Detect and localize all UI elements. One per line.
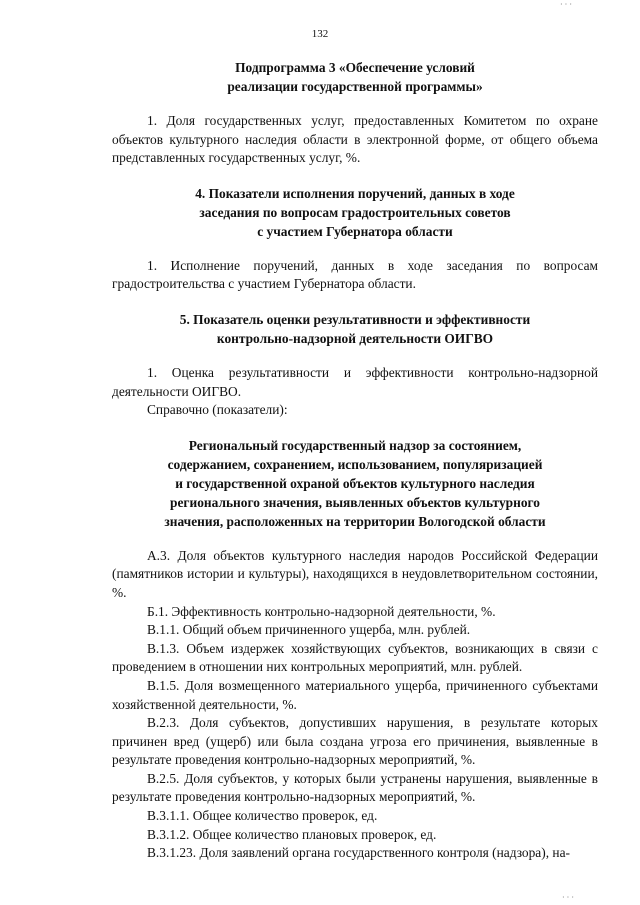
section-heading-regional-supervision: Региональный государственный надзор за состоянием, содержанием, сохранением, использованием, популяризацией и государственной охраной объектов культурного наследия регионального значения, выявленных объектов культурного значения, расположенных на территории Вологодской области bbox=[164, 437, 546, 529]
paragraph: 1. Доля государственных услуг, предоставленных Комитетом по охране объектов культурного наследия области в электронной форме, от общего объема представленных государственных услуг, %. bbox=[112, 113, 598, 166]
indicator-item: В.1.1. Общий объем причиненного ущерба, млн. рублей. bbox=[147, 622, 471, 638]
section-heading-5: 5. Показатель оценки результативности и эффективности контрольно-надзорной деятельности ОИГВО bbox=[179, 311, 531, 346]
paragraph: 1. Исполнение поручений, данных в ходе заседания по вопросам градостроительства с участием Губернатора области. bbox=[112, 257, 598, 292]
indicator-item: В.3.1.23. Доля заявлений органа государственного контроля (надзора), на- bbox=[147, 845, 570, 861]
indicator-item: В.2.5. Доля субъектов, у которых были устранены нарушения, выявленные в результате проведения контрольно-надзорных мероприятий, %. bbox=[112, 770, 598, 805]
indicator-item: В.1.5. Доля возмещенного материального ущерба, причиненного субъектами хозяйственной деятельности, %. bbox=[112, 677, 598, 712]
scan-mark-bottom: · · · bbox=[562, 893, 574, 902]
paragraph: Справочно (показатели): bbox=[147, 402, 288, 418]
indicator-item: В.2.3. Доля субъектов, допустивших нарушения, в результате которых причинен вред (ущерб) или была создана угроза его причинения, выявленные в результате проведения контрольно-надзорных мероприятий, %. bbox=[112, 715, 598, 768]
paragraph: 1. Оценка результативности и эффективности контрольно-надзорной деятельности ОИГВО. bbox=[112, 364, 598, 399]
indicator-item: А.3. Доля объектов культурного наследия народов Российской Федерации (памятников истории и культуры), находящихся в неудовлетворительном состоянии, %. bbox=[112, 547, 598, 600]
indicator-item: Б.1. Эффективность контрольно-надзорной деятельности, %. bbox=[147, 603, 496, 619]
section-heading-4: 4. Показатели исполнения поручений, данных в ходе заседания по вопросам градостроительных советов с участием Губернатора области bbox=[195, 185, 515, 239]
page-number: 132 bbox=[311, 28, 329, 40]
scan-mark-top: · · · bbox=[560, 0, 572, 9]
section-heading-subprogram-3: Подпрограмма 3 «Обеспечение условий реализации государственной программы» bbox=[227, 60, 483, 94]
indicator-item: В.3.1.1. Общее количество проверок, ед. bbox=[147, 808, 378, 824]
document-body bbox=[112, 58, 598, 863]
indicator-item: В.3.1.2. Общее количество плановых проверок, ед. bbox=[147, 826, 437, 842]
indicator-item: В.1.3. Объем издержек хозяйствующих субъектов, возникающих в связи с проведением в отношении них контрольных мероприятий, млн. рублей. bbox=[112, 640, 598, 675]
